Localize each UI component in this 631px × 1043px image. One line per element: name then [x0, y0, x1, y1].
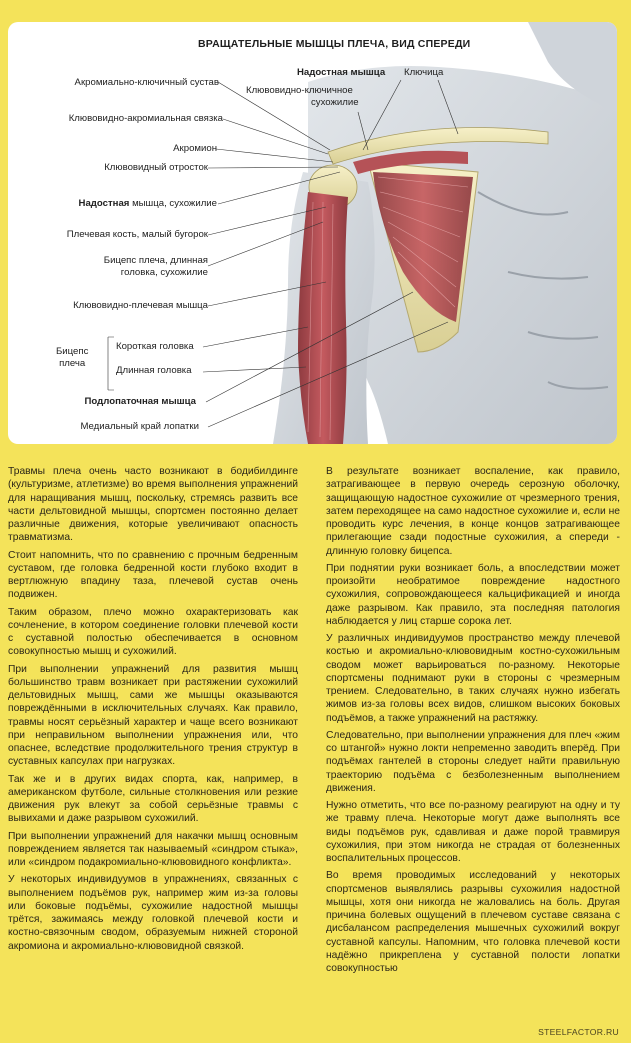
paragraph: Таким образом, плечо можно охарактеризовать как сочленение, в котором соединение головки плечевой кости с суставной полостью обеспечивается в основном совокупностью мышц и сухожилий.	[8, 606, 298, 658]
label-short-head: Короткая головка	[116, 341, 194, 352]
article-column-right	[326, 465, 620, 979]
label-biceps-group-line2: плеча	[59, 358, 86, 369]
label-humerus-lesser-tubercle: Плечевая кость, малый бугорок	[66, 229, 208, 240]
label-biceps-long-head-2: головка, сухожилие	[120, 267, 208, 278]
biceps-muscle	[298, 192, 348, 444]
paragraph: У некоторых индивидуумов в упражнениях, связанных с выполнением подъёмов рук, например жим из-за головы или боковые подъёмы, сухожилие надостной мышцы трётся, зажимаясь между головкой плечевой кости и костно-связочным сводом, образуемым нижней стороной акромиона и акромиально-клювовидной связкой.	[8, 874, 298, 952]
figure-title: ВРАЩАТЕЛЬНЫЕ МЫШЦЫ ПЛЕЧА, ВИД СПЕРЕДИ	[198, 38, 471, 50]
article-column-left	[8, 465, 298, 957]
label-acromion: Акромион	[173, 143, 217, 154]
label-biceps-long-head-1: Бицепс плеча, длинная	[103, 255, 208, 266]
anatomy-figure	[8, 22, 617, 444]
paragraph: При поднятии руки возникает боль, а впоследствии может произойти необратимое повреждение надостного сухожилия, сопровождающееся кальцификацией и иногда даже разрывом. Как правило, эта последняя патология наблюдается у лиц старше сорока лет.	[326, 562, 620, 627]
label-coracoacromial-ligament: Клювовидно-акромиальная связка	[68, 113, 223, 124]
paragraph: При выполнении упражнений для развития мышц большинство травм возникает при растяжении сухожилий дельтовидных мышц, сами же мышцы оказываются повреждёнными в исключительных случаях. Как правило, травмы носят серьёзный характер и чаще всего возникают при неправильном выполнении упражнения или, что опаснее, вследствие продолжительного трения структур в суставных капсулах при нагрузках.	[8, 663, 298, 768]
label-supraspinatus-top-bold: Надостная мышца	[297, 67, 386, 78]
label-coracoclavicular-tendon-1: Клювовидно-ключичное	[246, 85, 353, 96]
label-acromioclavicular-joint: Акромиально-ключичный сустав	[74, 77, 219, 88]
label-long-head: Длинная головка	[116, 365, 192, 376]
label-supraspinatus-top	[297, 67, 385, 79]
paragraph: Так же и в других видах спорта, как, например, в американском футболе, сильные столкновения или резкие движения рук влекут за собой серьёзные травмы с вывихами и даже разрывом сухожилий.	[8, 773, 298, 825]
paragraph: В результате возникает воспаление, как правило, затрагивающее в первую очередь серозную оболочку, защищающую надостное сухожилие от чрезмерного трения, затем переходящее на само надостное сухожилие и, если не проводить курс лечения, в конце концов затрагивающее прилегающие сзади подостные сухожилия, а спереди - длинную головку бицепса.	[326, 466, 620, 557]
label-biceps-group-line1: Бицепс	[56, 346, 89, 357]
paragraph: Стоит напомнить, что по сравнению с прочным бедренным суставом, где головка бедренной кости глубоко входит в вертлюжную впадину таза, плечевой сустав очень подвижен.	[8, 549, 298, 601]
label-coracobrachialis: Клювовидно-плечевая мышца	[73, 300, 208, 311]
site-footer: STEELFACTOR.RU	[538, 1027, 619, 1037]
label-subscapularis-bold: Подлопаточная мышца	[84, 396, 196, 407]
paragraph: Нужно отметить, что все по-разному реагируют на одну и ту же травму плеча. Некоторые могут даже выполнять все виды подъёмов рук, сдавливая и даже порой травмируя сухожилия, при этом никогда не страдая от болезненных воспалительных процессов.	[326, 800, 620, 864]
paragraph: У различных индивидуумов пространство между плечевой костью и акромиально-клювовидным костно-сухожильным сводом может варьироваться по-разному. Некоторые спортсмены поднимают руки в стороны с чрезмерным трением. Следовательно, в таких случаях нужно избегать жимов из-за головы всех видов, слишком высоких боковых подъёмов, а также упражнений на растяжку.	[326, 633, 620, 724]
label-coracoid-process: Клювовидный отросток	[104, 162, 208, 173]
label-supraspinatus-tendon	[79, 198, 217, 210]
label-subscapularis	[85, 396, 196, 408]
label-clavicle: Ключица	[404, 67, 444, 78]
paragraph: При выполнении упражнений для накачки мышц основным повреждением является так называемый «синдром стыка», или «синдром подакромиально-клювовидного конфликта».	[8, 830, 298, 868]
label-supraspinatus-text: мышца, сухожилие	[132, 198, 217, 209]
label-coracoclavicular-tendon-2: сухожилие	[311, 97, 359, 108]
paragraph: Травмы плеча очень часто возникают в бодибилдинге (культуризме, атлетизме) во время выполнения упражнений для наращивания мышц, поскольку, стремясь развить все части дельтовидной мышцы, спортсмен постоянно делает различные движения, которые увеличивают опасность травматизма.	[8, 466, 298, 544]
paragraph: Следовательно, при выполнении упражнения для плеч «жим со штангой» нужно локти непременно заводить вперёд. При подъёмах гантелей в стороны следует найти правильную траекторию подъёма с безболезненным выполнением движения.	[326, 729, 620, 794]
paragraph: Во время проводимых исследований у некоторых спортсменов выявлялись разрывы сухожилия надостной мышцы, хотя они никогда не жаловались на боль. Другая причина болевых ощущений в плечевом суставе связана с дисбалансом распределения мышечных сухожилий вокруг суставной капсулы. Напомним, что головка плечевой кости надёжно прикреплена у суставной полости лопатки совокупностью	[326, 870, 620, 974]
label-supraspinatus-bold: Надостная	[78, 198, 130, 209]
label-biceps-group	[56, 346, 88, 370]
label-medial-border-scapula: Медиальный край лопатки	[80, 421, 199, 432]
